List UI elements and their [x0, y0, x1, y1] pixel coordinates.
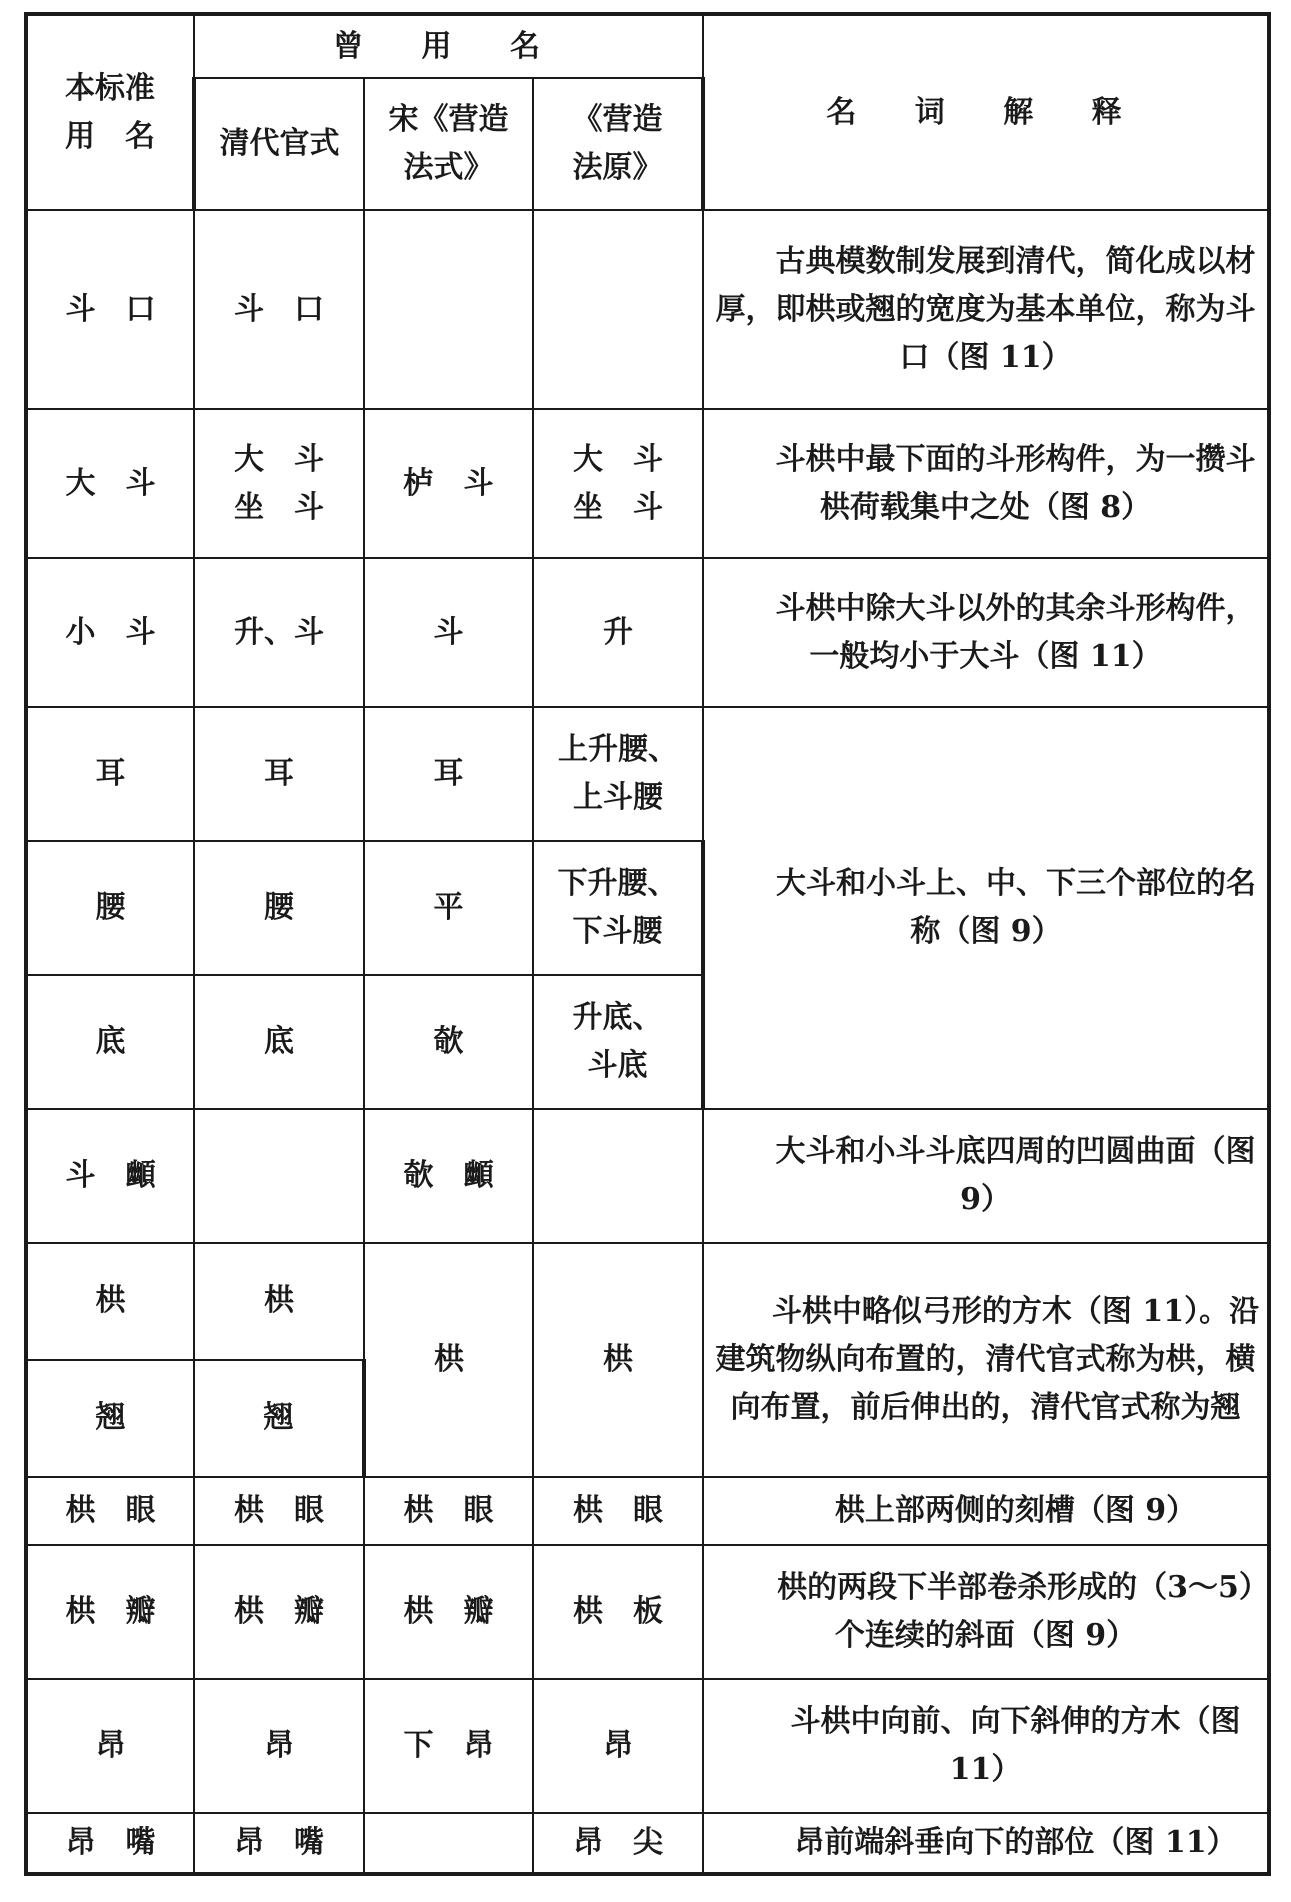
- std-name-cell: 栱 眼: [26, 1477, 194, 1545]
- qing-cell: 斗 口: [194, 210, 364, 409]
- explanation-cell: 栱上部两侧的刻槽（图 9）: [703, 1477, 1269, 1545]
- std-name-cell: 昂 嘴: [26, 1813, 194, 1874]
- song-cell: [364, 1813, 533, 1874]
- fayuan-cell: 昂: [533, 1679, 703, 1813]
- qing-cell: 昂 嘴: [194, 1813, 364, 1874]
- fayuan-cell: 大 斗 坐 斗: [533, 409, 703, 558]
- table-row: [26, 558, 1269, 707]
- qing-cell: 栱 瓣: [194, 1545, 364, 1679]
- std-name-cell: 昂: [26, 1679, 194, 1813]
- fayuan-cell: 昂 尖: [533, 1813, 703, 1874]
- header-row-1: [26, 14, 1269, 78]
- header-explanation: 名 词 解 释: [703, 14, 1269, 210]
- table-row: [26, 1109, 1269, 1243]
- fayuan-cell: 栱 眼: [533, 1477, 703, 1545]
- song-cell: 栱: [364, 1243, 533, 1477]
- song-cell: 栱 眼: [364, 1477, 533, 1545]
- explanation-cell: 斗栱中最下面的斗形构件，为一攒斗栱荷载集中之处（图 8）: [703, 409, 1269, 558]
- qing-cell: 大 斗 坐 斗: [194, 409, 364, 558]
- table-row: [26, 1545, 1269, 1679]
- std-name-cell: 腰: [26, 841, 194, 975]
- table-row: [26, 210, 1269, 409]
- std-name-cell: 大 斗: [26, 409, 194, 558]
- song-cell: 栌 斗: [364, 409, 533, 558]
- fayuan-cell: 升底、 斗底: [533, 975, 703, 1108]
- song-cell: 欹: [364, 975, 533, 1108]
- std-name-cell: 栱 瓣: [26, 1545, 194, 1679]
- header-fayuan: 《营造 法原》: [533, 78, 703, 210]
- header-std-name: 本标准 用 名: [26, 14, 194, 210]
- song-cell: 栱 瓣: [364, 1545, 533, 1679]
- qing-cell: 昂: [194, 1679, 364, 1813]
- qing-cell: 升、斗: [194, 558, 364, 707]
- explanation-cell: 斗栱中除大斗以外的其余斗形构件，一般均小于大斗（图 11）: [703, 558, 1269, 707]
- table-row: [26, 1813, 1269, 1874]
- fayuan-cell: 上升腰、 上斗腰: [533, 707, 703, 841]
- std-name-cell: 翘: [26, 1360, 194, 1477]
- song-cell: 斗: [364, 558, 533, 707]
- std-name-cell: 底: [26, 975, 194, 1108]
- fayuan-cell: 栱: [533, 1243, 703, 1477]
- header-song: 宋《营造 法式》: [364, 78, 533, 210]
- table-row: [26, 1679, 1269, 1813]
- qing-cell: 底: [194, 975, 364, 1108]
- terminology-table: [24, 12, 1271, 1876]
- std-name-cell: 小 斗: [26, 558, 194, 707]
- fayuan-cell: 栱 板: [533, 1545, 703, 1679]
- qing-cell: 栱 眼: [194, 1477, 364, 1545]
- explanation-cell: 斗栱中略似弓形的方木（图 11）。沿建筑物纵向布置的，清代官式称为栱，横向布置，前后伸出的，清代官式称为翘: [703, 1243, 1269, 1477]
- explanation-cell: 大斗和小斗上、中、下三个部位的名称（图 9）: [703, 707, 1269, 1108]
- std-name-cell: 耳: [26, 707, 194, 841]
- song-cell: [364, 210, 533, 409]
- std-name-cell: 斗 口: [26, 210, 194, 409]
- std-name-cell: 栱: [26, 1243, 194, 1360]
- explanation-cell: 古典模数制发展到清代，简化成以材厚，即栱或翘的宽度为基本单位，称为斗口（图 11）: [703, 210, 1269, 409]
- fayuan-cell: [533, 210, 703, 409]
- explanation-cell: 栱的两段下半部卷杀形成的（3～5）个连续的斜面（图 9）: [703, 1545, 1269, 1679]
- std-name-cell: 斗 䫜: [26, 1109, 194, 1243]
- table-row: [26, 1477, 1269, 1545]
- explanation-cell: 斗栱中向前、向下斜伸的方木（图 11）: [703, 1679, 1269, 1813]
- qing-cell: 耳: [194, 707, 364, 841]
- table-row: [26, 1243, 1269, 1360]
- qing-cell: [194, 1109, 364, 1243]
- qing-cell: 翘: [194, 1360, 364, 1477]
- header-former-names: 曾 用 名: [194, 14, 703, 78]
- fayuan-cell: 升: [533, 558, 703, 707]
- header-qing: 清代官式: [194, 78, 364, 210]
- song-cell: 下 昂: [364, 1679, 533, 1813]
- song-cell: 欹 䫜: [364, 1109, 533, 1243]
- table-row: [26, 409, 1269, 558]
- song-cell: 耳: [364, 707, 533, 841]
- explanation-cell: 大斗和小斗斗底四周的凹圆曲面（图 9）: [703, 1109, 1269, 1243]
- fayuan-cell: [533, 1109, 703, 1243]
- song-cell: 平: [364, 841, 533, 975]
- qing-cell: 栱: [194, 1243, 364, 1360]
- table-row: [26, 707, 1269, 841]
- qing-cell: 腰: [194, 841, 364, 975]
- explanation-cell: 昂前端斜垂向下的部位（图 11）: [703, 1813, 1269, 1874]
- fayuan-cell: 下升腰、 下斗腰: [533, 841, 703, 975]
